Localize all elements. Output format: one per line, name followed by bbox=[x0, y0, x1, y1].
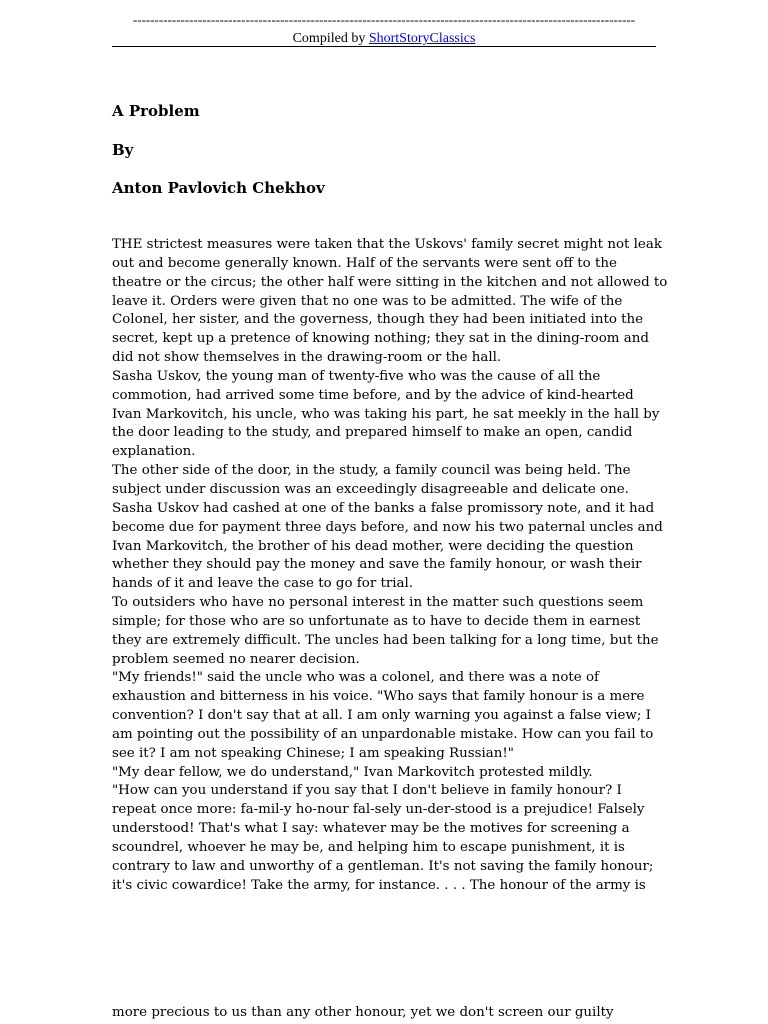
text-line: the door leading to the study, and prepared himself to make an open, candid bbox=[112, 425, 633, 441]
compiled-by-label: Compiled by bbox=[292, 31, 369, 46]
text-line: they are extremely difficult. The uncles had been talking for a long time, but the bbox=[112, 632, 659, 648]
text-line: see it? I am not speaking Chinese; I am speaking Russian!" bbox=[112, 745, 514, 761]
text-line: explanation. bbox=[112, 444, 196, 460]
story-title: A Problem bbox=[112, 102, 200, 120]
text-line: scoundrel, whoever he may be, and helping him to escape punishment, it is bbox=[112, 840, 625, 855]
text-line: exhaustion and bitterness in his voice. "Who says that family honour is a mere bbox=[112, 689, 645, 705]
text-line: commotion, had arrived some time before, and by the advice of kind-hearted bbox=[112, 387, 634, 403]
text-line: "My dear fellow, we do understand," Ivan Markovitch protested mildly. bbox=[112, 764, 593, 780]
next-page-line: more precious to us than any other honour, yet we don't screen our guilty bbox=[112, 1005, 614, 1020]
text-line: did not show themselves in the drawing-room or the hall. bbox=[112, 350, 502, 366]
paragraph bbox=[112, 764, 652, 783]
header-dashes: -------------------------------------------------------------------------------------------------------------------- bbox=[132, 12, 636, 27]
text-line: subject under discussion was an exceedingly disagreeable and delicate one. bbox=[112, 481, 629, 497]
author-name: Anton Pavlovich Chekhov bbox=[112, 179, 325, 197]
text-line: understood! That's what I say: whatever may be the motives for screening a bbox=[112, 821, 630, 837]
text-line: theatre or the circus; the other half were sitting in the kitchen and not allowed to bbox=[112, 274, 668, 290]
text-line: Ivan Markovitch, his uncle, who was taking his part, he sat meekly in the hall by bbox=[112, 406, 660, 422]
text-line: convention? I don't say that at all. I am only warning you against a false view; I bbox=[112, 708, 651, 724]
text-line: out and become generally known. Half of the servants were sent off to the bbox=[112, 255, 617, 271]
text-line: Ivan Markovitch, the brother of his dead mother, were deciding the question bbox=[112, 538, 634, 554]
title-block bbox=[112, 100, 656, 216]
text-line: To outsiders who have no personal interest in the matter such questions seem bbox=[112, 595, 644, 611]
text-line: "How can you understand if you say that I don't believe in family honour? I bbox=[112, 783, 622, 799]
text-line: THE strictest measures were taken that the Uskovs' family secret might not leak bbox=[112, 237, 662, 252]
header bbox=[112, 12, 656, 48]
text-line: secret, kept up a pretence of knowing nothing; they sat in the dining-room and bbox=[112, 331, 649, 347]
text-line: am pointing out the possibility of an unpardonable mistake. How can you fail to bbox=[112, 726, 654, 742]
text-line: simple; for those who are so unfortunate as to have to decide them in earnest bbox=[112, 613, 641, 629]
text-line: The other side of the door, in the study, a family council was being held. The bbox=[112, 463, 631, 479]
text-line: "My friends!" said the uncle who was a colonel, and there was a note of bbox=[112, 670, 599, 686]
text-line: hands of it and leave the case to go for trial. bbox=[112, 576, 414, 592]
paragraph bbox=[112, 594, 659, 669]
header-rule bbox=[112, 46, 656, 47]
paragraph bbox=[112, 669, 652, 763]
text-line: it's civic cowardice! Take the army, for instance. . . . The honour of the army is bbox=[112, 877, 646, 893]
shortstoryclassics-link[interactable]: ShortStoryClassics bbox=[368, 31, 476, 46]
text-line: leave it. Orders were given that no one was to be admitted. The wife of the bbox=[112, 293, 623, 309]
paragraph bbox=[112, 462, 663, 594]
text-line: contrary to law and unworthy of a gentleman. It's not saving the family honour; bbox=[112, 858, 654, 874]
paragraph bbox=[112, 368, 660, 462]
text-line: become due for payment three days before, and now his two paternal uncles and bbox=[112, 519, 663, 535]
text-line: repeat once more: fa-mil-y ho-nour fal-sely un-der-stood is a prejudice! Falsely bbox=[112, 802, 645, 818]
text-line: problem seemed no nearer decision. bbox=[112, 651, 360, 667]
by-line: By bbox=[112, 140, 134, 159]
text-line: Colonel, her sister, and the governess, though they had been initiated into the bbox=[112, 312, 644, 328]
story-body bbox=[112, 236, 668, 896]
paragraph bbox=[112, 782, 652, 895]
paragraph bbox=[112, 236, 668, 368]
text-line: Sasha Uskov, the young man of twenty-five who was the cause of all the bbox=[112, 368, 601, 384]
text-line: Sasha Uskov had cashed at one of the banks a false promissory note, and it had bbox=[112, 500, 655, 516]
text-line: whether they should pay the money and save the family honour, or wash their bbox=[112, 557, 642, 573]
